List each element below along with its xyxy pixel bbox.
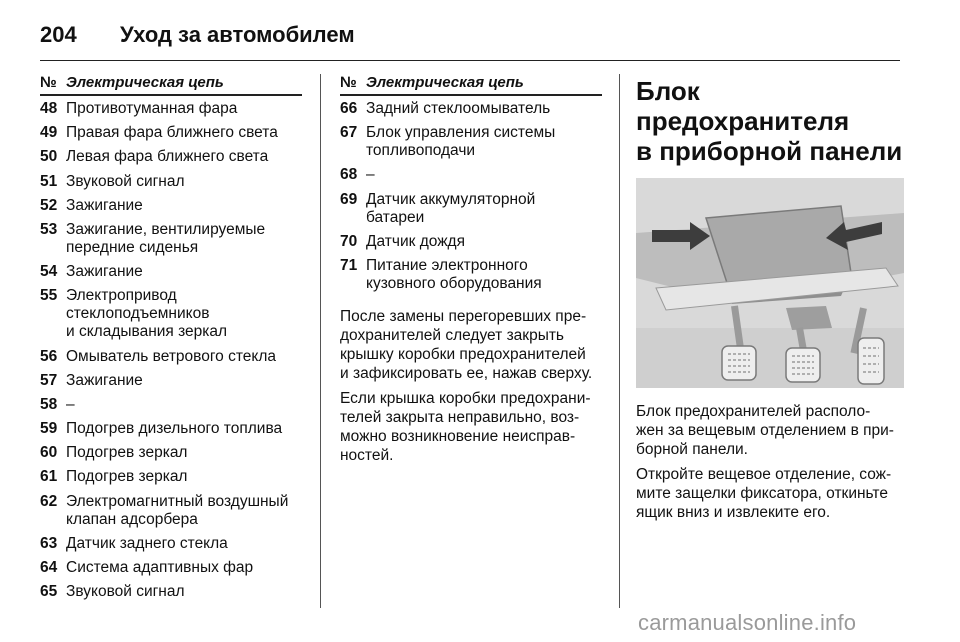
paragraph-remove-glovebox: Откройте вещевое отделение, сож- мите защелки фиксатора, откиньте ящик вниз и извлеките его.	[636, 466, 892, 521]
row-text: –	[66, 395, 75, 413]
table-row	[40, 444, 302, 462]
table-row	[40, 468, 302, 486]
row-number: 58	[40, 395, 58, 413]
row-text: Электромагнитный воздушный клапан адсорбера	[66, 492, 289, 528]
row-text: Зажигание	[66, 263, 143, 281]
table-row	[40, 148, 302, 166]
table-row	[340, 233, 602, 251]
table-row	[40, 197, 302, 215]
row-number: 51	[40, 172, 58, 190]
page-header	[40, 14, 900, 58]
row-number: 60	[40, 444, 58, 462]
row-number: 65	[40, 583, 58, 601]
row-number: 54	[40, 263, 58, 281]
row-text: Звуковой сигнал	[66, 583, 185, 601]
table-header-number: №	[40, 74, 57, 91]
table-row	[40, 221, 302, 257]
page-number: 204	[40, 22, 77, 47]
row-text: –	[366, 166, 375, 184]
row-number: 61	[40, 468, 58, 486]
row-text: Звуковой сигнал	[66, 172, 185, 190]
fuse-box-illustration	[636, 178, 904, 388]
watermark: carmanualsonline.info	[638, 610, 857, 635]
row-text: Система адаптивных фар	[66, 559, 254, 576]
row-text: Зажигание	[66, 371, 143, 389]
paragraph-fuse-location: Блок предохранителей располо- жен за вещевым отделением в при- борной панели.	[636, 403, 894, 458]
brake-pedal	[786, 348, 820, 382]
table-row	[40, 372, 302, 390]
table-row	[340, 166, 602, 184]
page-title: Уход за автомобилем	[120, 22, 355, 47]
accelerator-pedal	[858, 338, 884, 384]
row-text: Омыватель ветрового стекла	[66, 347, 276, 365]
table-header-label: Электрическая цепь	[66, 74, 224, 91]
table-row	[40, 173, 302, 191]
row-number: 64	[40, 559, 58, 576]
row-text: Правая фара ближнего света	[66, 124, 278, 142]
table-row	[40, 559, 302, 577]
fuse-table-middle	[340, 74, 602, 465]
row-number: 71	[340, 256, 358, 274]
row-number: 52	[40, 196, 58, 214]
table-row	[340, 100, 602, 118]
row-text: Электропривод стеклоподъемников и складывания зеркал	[66, 287, 228, 341]
column-divider-1	[320, 74, 321, 608]
row-text: Датчик заднего стекла	[66, 534, 228, 552]
section-title: Блок предохранителя в приборной панели	[636, 76, 903, 166]
clutch-pedal	[722, 346, 756, 380]
table-header-label: Электрическая цепь	[366, 74, 524, 91]
row-number: 68	[340, 166, 358, 184]
row-text: Датчик дождя	[366, 232, 465, 250]
row-text: Задний стеклоомыватель	[366, 100, 551, 117]
left-rows	[40, 100, 302, 601]
table-row	[40, 420, 302, 438]
row-text: Противотуманная фара	[66, 100, 238, 117]
table-row	[340, 191, 602, 227]
row-number: 63	[40, 534, 58, 552]
row-text: Подогрев дизельного топлива	[66, 420, 283, 438]
row-number: 69	[340, 190, 358, 208]
paragraph-cover-warning: Если крышка коробки предохрани- телей закрыта неправильно, воз- можно возникновение неисправ- ностей.	[340, 389, 591, 464]
steering-column	[786, 306, 832, 330]
fuse-table-left	[40, 74, 302, 607]
instrument-panel-section	[636, 74, 904, 522]
table-row	[40, 583, 302, 601]
header-rule	[40, 60, 900, 61]
table-row	[40, 263, 302, 281]
table-row	[40, 124, 302, 142]
table-header	[340, 74, 602, 96]
row-text: Зажигание, вентилируемые передние сиденья	[66, 220, 266, 256]
middle-rows	[340, 100, 602, 293]
row-text: Зажигание	[66, 196, 143, 214]
row-number: 59	[40, 420, 58, 438]
row-number: 50	[40, 148, 58, 166]
row-number: 49	[40, 124, 58, 142]
row-number: 62	[40, 492, 58, 510]
row-text: Подогрев зеркал	[66, 444, 188, 462]
paragraph-fuse-cover: После замены перегоревших пре- дохранителей следует закрыть крышку коробки предохранителей и зафиксировать ее, нажав сверху.	[340, 307, 593, 382]
table-row	[40, 493, 302, 529]
row-text: Левая фара ближнего света	[66, 148, 269, 166]
row-text: Питание электронного кузовного оборудования	[366, 256, 542, 292]
row-number: 70	[340, 232, 358, 250]
row-number: 66	[340, 100, 358, 117]
table-row	[340, 257, 602, 293]
row-number: 53	[40, 220, 58, 238]
table-row	[340, 124, 602, 160]
table-row	[40, 100, 302, 118]
row-number: 55	[40, 287, 58, 305]
table-row	[40, 396, 302, 414]
table-row	[40, 535, 302, 553]
row-text: Блок управления системы топливоподачи	[366, 124, 556, 160]
row-number: 56	[40, 347, 58, 365]
row-number: 57	[40, 371, 58, 389]
table-header-number: №	[340, 74, 357, 91]
row-number: 67	[340, 124, 358, 142]
table-header	[40, 74, 302, 96]
row-text: Подогрев зеркал	[66, 468, 188, 486]
column-divider-2	[619, 74, 620, 608]
table-row	[40, 287, 302, 341]
row-number: 48	[40, 100, 58, 117]
row-text: Датчик аккумуляторной батареи	[366, 190, 536, 226]
table-row	[40, 348, 302, 366]
